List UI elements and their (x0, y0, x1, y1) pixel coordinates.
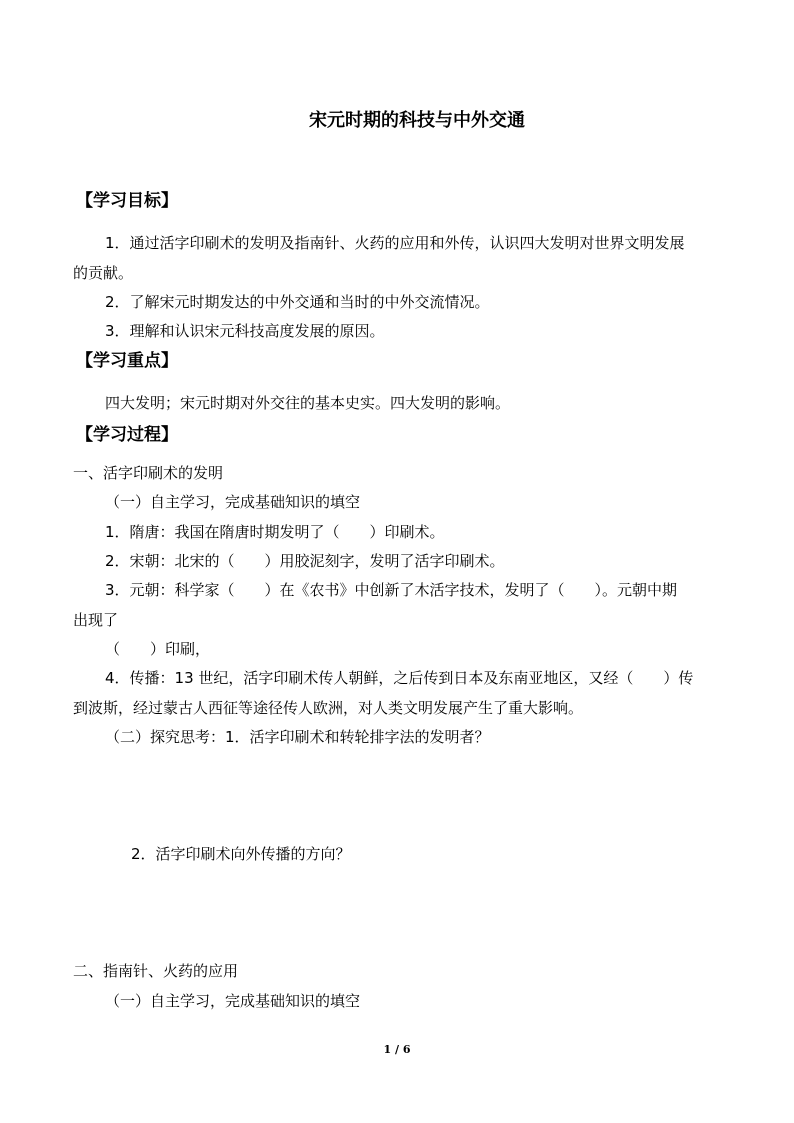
question-3-cont: 出现了 (73, 611, 119, 629)
document-title: 宋元时期的科技与中外交通 (309, 110, 525, 131)
section1-title: 一、活字印刷术的发明 (73, 464, 224, 482)
question-4-cont: 到波斯，经过蒙古人西征等途径传人欧洲，对人类文明发展产生了重大影响。 (73, 699, 584, 717)
objective-item-3: 3．理解和认识宋元科技高度发展的原因。 (105, 322, 385, 340)
objective-item-1: 1．通过活字印刷术的发明及指南针、火药的应用和外传，认识四大发明对世界文明发展 (105, 234, 685, 252)
inquiry-question-2: 2．活字印刷术向外传播的方向？ (131, 845, 351, 863)
page-number: 1 / 6 (383, 1043, 411, 1056)
inquiry-question-1: （二）探究思考：1．活字印刷术和转轮排字法的发明者？ (105, 728, 490, 746)
objective-item-2: 2．了解宋元时期发达的中外交通和当时的中外交流情况。 (105, 293, 490, 311)
question-4: 4．传播：13 世纪，活字印刷术传人朝鲜，之后传到日本及东南亚地区，又经（ ）传 (105, 669, 694, 687)
self-study-heading: （一）自主学习，完成基础知识的填空 (105, 493, 361, 511)
self-study-heading-2: （一）自主学习，完成基础知识的填空 (105, 992, 361, 1010)
objective-item-1-cont: 的贡献。 (73, 264, 134, 282)
question-2: 2．宋朝：北宋的（ ）用胶泥刻字，发明了活字印刷术。 (105, 552, 505, 570)
objectives-heading: 【学习目标】 (76, 191, 178, 211)
question-3: 3．元朝：科学家（ ）在《农书》中创新了木活字技术，发明了（ ）。元朝中期 (105, 581, 678, 599)
section2-title: 二、指南针、火药的应用 (73, 962, 239, 980)
question-1: 1．隋唐：我国在隋唐时期发明了（ ）印刷术。 (105, 523, 445, 541)
keypoints-heading: 【学习重点】 (76, 351, 178, 371)
process-heading: 【学习过程】 (76, 425, 178, 445)
question-3-blank: （ ）印刷， (105, 640, 211, 658)
keypoints-text: 四大发明；宋元时期对外交往的基本史实。四大发明的影响。 (105, 394, 511, 412)
